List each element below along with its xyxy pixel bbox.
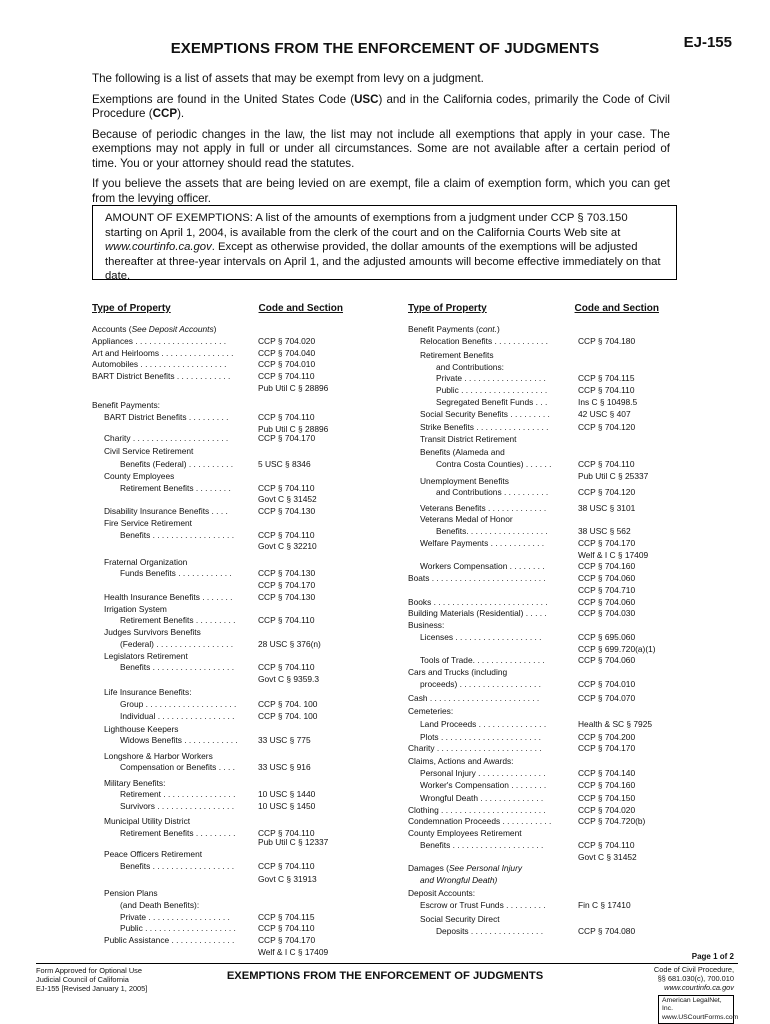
code-section: CCP § 704.020 (578, 804, 636, 815)
property-type: Condemnation Proceeds . . . . . . . . . . . (408, 816, 552, 827)
property-row (92, 359, 347, 371)
property-row (92, 627, 347, 639)
code-section: CCP § 704.115 (578, 373, 635, 384)
property-type: Benefits . . . . . . . . . . . . . . . . . . (120, 662, 235, 673)
property-row (408, 632, 670, 644)
property-row (408, 926, 670, 938)
property-type: County Employees (104, 470, 175, 481)
property-type: proceeds) . . . . . . . . . . . . . . . . . . (420, 678, 542, 689)
property-type: Widows Benefits . . . . . . . . . . . . (120, 735, 238, 746)
intro-p3: Because of periodic changes in the law, the list may not include all exemptions that apply in your case. The exemptions may not apply in full or under all circumstances. Some are not available after a certain period of time. You or your attorney should read the statutes. (92, 127, 670, 170)
property-type: Automobiles . . . . . . . . . . . . . . . . . . . (92, 359, 227, 370)
property-row (408, 476, 670, 488)
property-type: Social Security Direct (420, 913, 500, 924)
code-section: Pub Util C § 28896 (258, 423, 329, 434)
property-row (408, 743, 670, 755)
code-section: Ins C § 10498.5 (578, 396, 638, 407)
property-type: Fire Service Retirement (104, 517, 192, 528)
type-of-property-header: Type of Property (408, 303, 487, 314)
property-type: Benefits . . . . . . . . . . . . . . . . . . . . (420, 839, 544, 850)
property-row (408, 914, 670, 926)
property-row (92, 947, 347, 959)
property-type: Licenses . . . . . . . . . . . . . . . . . . . (420, 631, 542, 642)
property-row (408, 362, 670, 374)
property-row (408, 667, 670, 679)
property-type: Lighthouse Keepers (104, 723, 179, 734)
property-type: Claims, Actions and Awards: (408, 756, 514, 767)
property-type: Books . . . . . . . . . . . . . . . . . . . . . . . . . (408, 596, 548, 607)
footer-approval: Form Approved for Optional Use (36, 966, 142, 975)
property-type: Retirement . . . . . . . . . . . . . . . . (120, 789, 236, 800)
property-row (408, 422, 670, 434)
property-row (92, 912, 347, 924)
intro-p2a: Exemptions are found in the United States Code ( (92, 92, 355, 106)
property-row (408, 816, 670, 828)
property-type: Wrongful Death . . . . . . . . . . . . . . (420, 792, 544, 803)
property-row (92, 530, 347, 542)
property-type: Group . . . . . . . . . . . . . . . . . . . . (120, 698, 237, 709)
code-section: CCP § 704.140 (578, 768, 636, 779)
amount-text-a: AMOUNT OF EXEMPTIONS: A list of the amounts of exemptions from a judgment under CCP § 703.150 starting on April 1, 2004, is available from the clerk of the court and on the California Courts Web site at (105, 212, 628, 239)
property-type: Public . . . . . . . . . . . . . . . . . . . (436, 385, 548, 396)
property-row (408, 585, 670, 597)
property-type: Funds Benefits . . . . . . . . . . . . (120, 568, 232, 579)
code-section: Welf & I C § 17409 (578, 549, 649, 560)
property-type: Worker's Compensation . . . . . . . . (420, 779, 547, 790)
property-row (92, 900, 347, 912)
amount-text-b: . Except as otherwise provided, the dollar amounts of the exemptions will be adjusted thereafter at three-year intervals on April 1, and the adjusted amounts will become effective immediately on that date. (105, 241, 661, 283)
intro-p2e: ). (177, 107, 185, 120)
code-section: Govt C § 31913 (258, 873, 317, 884)
property-row (408, 693, 670, 705)
property-type: and Contributions: (436, 361, 504, 372)
page-title: EXEMPTIONS FROM THE ENFORCEMENT OF JUDGMENTS (170, 40, 600, 57)
usc-abbr: USC (354, 92, 379, 106)
property-row (408, 679, 670, 691)
property-row (408, 780, 670, 792)
property-type: Irrigation System (104, 603, 167, 614)
code-section: CCP § 704.170 (258, 433, 316, 444)
code-section: CCP § 704.110 (258, 828, 315, 839)
property-row (92, 762, 347, 774)
property-type: Compensation or Benefits . . . . (120, 762, 235, 773)
property-type: Veterans Medal of Honor (420, 514, 513, 525)
property-type: Legislators Retirement (104, 650, 188, 661)
property-row (92, 541, 347, 553)
property-type: Military Benefits: (104, 777, 166, 788)
footer-title: EXEMPTIONS FROM THE ENFORCEMENT OF JUDGMENTS (226, 970, 544, 982)
right-header (408, 302, 670, 315)
property-row (92, 662, 347, 674)
code-section: CCP § 704.110 (578, 385, 635, 396)
code-section: CCP § 704.110 (258, 860, 315, 871)
property-row (92, 711, 347, 723)
property-row (92, 687, 347, 699)
property-row (408, 719, 670, 731)
property-row (92, 568, 347, 580)
code-section: CCP § 704.200 (578, 731, 636, 742)
property-row (408, 828, 670, 840)
page-number: Page 1 of 2 (691, 952, 734, 961)
right-rows (408, 324, 670, 964)
property-row (408, 526, 670, 538)
footer-sections: §§ 681.030(c), 700.010 (657, 974, 734, 984)
footer-revision: EJ-155 [Revised January 1, 2005] (36, 984, 148, 994)
property-type: and Wrongful Death) (420, 875, 498, 886)
property-row (92, 471, 347, 483)
form-id: EJ-155 (683, 34, 732, 51)
property-type: Benefits (Federal) . . . . . . . . . . (120, 459, 234, 470)
property-type: Benefits . . . . . . . . . . . . . . . . . . (120, 860, 235, 871)
property-type: Retirement Benefits . . . . . . . . (120, 482, 231, 493)
code-section: 28 USC § 376(n) (258, 638, 321, 649)
property-type: Longshore & Harbor Workers (104, 750, 213, 761)
property-type: Deposits . . . . . . . . . . . . . . . . (436, 925, 544, 936)
property-row (408, 793, 670, 805)
property-row (408, 608, 670, 620)
code-section: Health & SC § 7925 (578, 718, 653, 729)
property-row (92, 861, 347, 873)
legalnet-name: American LegalNet, Inc. (662, 997, 722, 1013)
property-row (92, 874, 347, 886)
property-type: Charity . . . . . . . . . . . . . . . . . . . . . . . (408, 743, 542, 754)
code-section: CCP § 704.060 (578, 573, 636, 584)
code-section: Pub Util C § 12337 (258, 837, 329, 848)
property-row (92, 837, 347, 849)
intro-p4: If you believe the assets that are being levied on are exempt, file a claim of exemption form, which you can get from the levying officer. (92, 177, 670, 205)
property-row (92, 336, 347, 348)
property-row (92, 557, 347, 569)
property-row (408, 852, 670, 864)
code-section: CCP § 704. 100 (258, 710, 318, 721)
property-row (408, 840, 670, 852)
legalnet-url[interactable]: www.USCourtForms.com (662, 1013, 739, 1021)
property-row (408, 620, 670, 632)
code-section: 38 USC § 562 (578, 526, 631, 537)
property-type: Retirement Benefits . . . . . . . . . (120, 828, 236, 839)
property-type: Peace Officers Retirement (104, 849, 203, 860)
footer-divider (36, 963, 738, 964)
property-type: Benefits (Alameda and (420, 447, 505, 458)
property-row (92, 751, 347, 763)
code-section: CCP § 704.080 (578, 925, 636, 936)
right-column (408, 302, 670, 964)
property-type: Pension Plans (104, 888, 158, 898)
property-row (408, 888, 670, 900)
code-section: 33 USC § 775 (258, 735, 311, 746)
property-type: Workers Compensation . . . . . . . . (420, 561, 545, 572)
property-row (408, 434, 670, 446)
property-type: Accounts (See Deposit Accounts) (92, 324, 217, 334)
code-section: CCP § 704.170 (258, 580, 316, 591)
property-row (92, 789, 347, 801)
property-row (92, 383, 347, 395)
legalnet-badge (658, 995, 739, 1024)
property-type: Strike Benefits . . . . . . . . . . . . . . . . (420, 421, 549, 432)
property-row (92, 724, 347, 736)
code-section: CCP § 704.150 (578, 792, 636, 803)
code-section: Welf & I C § 17409 (258, 946, 329, 957)
property-row (92, 494, 347, 506)
property-row (92, 923, 347, 935)
property-type: Life Insurance Benefits: (104, 687, 192, 698)
property-row (408, 336, 670, 348)
property-row (408, 447, 670, 459)
property-type: Veterans Benefits . . . . . . . . . . . . . (420, 502, 547, 513)
code-section: CCP § 704.180 (578, 335, 636, 346)
property-row (408, 875, 670, 887)
code-section: CCP § 704.170 (578, 537, 636, 548)
code-section: CCP § 704.110 (578, 459, 635, 470)
property-type: Deposit Accounts: (408, 888, 476, 898)
property-row (408, 706, 670, 718)
property-row (92, 324, 347, 336)
left-column (92, 302, 347, 964)
code-section: CCP § 704.020 (258, 335, 316, 346)
property-row (92, 816, 347, 828)
property-row (92, 400, 347, 412)
code-section: CCP § 704.130 (258, 506, 316, 517)
property-row (92, 699, 347, 711)
property-type: Cemeteries: (408, 705, 454, 716)
property-row (408, 514, 670, 526)
property-row (408, 350, 670, 362)
property-row (408, 459, 670, 471)
property-type: Art and Heirlooms . . . . . . . . . . . . . . . . (92, 347, 234, 358)
code-section: Pub Util C § 28896 (258, 382, 329, 393)
intro-p1: The following is a list of assets that may be exempt from levy on a judgment. (92, 72, 484, 85)
code-section: CCP § 704.170 (578, 743, 636, 754)
property-row (92, 849, 347, 861)
property-type: Benefits. . . . . . . . . . . . . . . . . . (436, 526, 548, 537)
intro-p2 (92, 93, 670, 122)
property-row (408, 385, 670, 397)
code-section: Govt C § 9359.3 (258, 674, 319, 685)
property-type: Cash . . . . . . . . . . . . . . . . . . . . . . . . (408, 692, 540, 703)
code-section: CCP § 704.115 (258, 911, 315, 922)
ccp-abbr: CCP (152, 107, 178, 120)
property-type: Clothing . . . . . . . . . . . . . . . . . . . . . . . (408, 804, 546, 815)
footer-council: Judicial Council of California (36, 975, 129, 985)
property-row (408, 561, 670, 573)
property-row (408, 756, 670, 768)
code-section: CCP § 704.120 (578, 487, 636, 498)
property-row (92, 506, 347, 518)
property-row (92, 483, 347, 495)
code-section: CCP § 704.710 (578, 584, 636, 595)
property-type: (and Death Benefits): (120, 899, 200, 910)
property-row (92, 459, 347, 471)
property-row (408, 768, 670, 780)
code-section: 38 USC § 3101 (578, 502, 636, 513)
property-type: Cars and Trucks (including (408, 667, 508, 678)
property-type: Unemployment Benefits (420, 475, 509, 486)
property-row (92, 412, 347, 424)
property-row (92, 446, 347, 458)
code-section: Fin C § 17410 (578, 899, 631, 910)
property-row (92, 778, 347, 790)
property-type: (Federal) . . . . . . . . . . . . . . . . . (120, 638, 234, 649)
code-section: Pub Util C § 25337 (578, 470, 649, 481)
code-section: 42 USC § 407 (578, 408, 631, 419)
code-section: CCP § 704.110 (578, 839, 635, 850)
property-type: County Employees Retirement (408, 828, 522, 839)
property-row (92, 348, 347, 360)
property-type: Judges Survivors Benefits (104, 627, 201, 638)
property-type: Benefit Payments: (92, 400, 160, 411)
property-type: Disability Insurance Benefits . . . . (104, 506, 228, 517)
property-type: Tools of Trade. . . . . . . . . . . . . . . . (420, 655, 545, 666)
code-section: CCP § 695.060 (578, 631, 636, 642)
property-type: Escrow or Trust Funds . . . . . . . . . (420, 899, 546, 910)
code-section: CCP § 704.160 (578, 561, 636, 572)
intro-text (92, 72, 670, 212)
property-row (92, 371, 347, 383)
property-type: BART District Benefits . . . . . . . . . . . . (92, 371, 231, 381)
code-section: CCP § 699.720(a)(1) (578, 643, 656, 654)
property-row (408, 503, 670, 515)
property-row (408, 732, 670, 744)
property-type: Private . . . . . . . . . . . . . . . . . . (120, 911, 230, 922)
property-type: Personal Injury . . . . . . . . . . . . . . . (420, 768, 546, 779)
property-row (408, 397, 670, 409)
property-type: Damages (See Personal Injury (408, 863, 523, 874)
code-section: CCP § 704.160 (578, 779, 636, 790)
property-type: Social Security Benefits . . . . . . . . . (420, 408, 550, 419)
type-of-property-header: Type of Property (92, 303, 171, 314)
property-row (408, 373, 670, 385)
property-row (408, 538, 670, 550)
code-and-section-header: Code and Section (258, 303, 343, 314)
code-section: CCP § 704.110 (258, 923, 315, 934)
code-section: CCP § 704.060 (578, 655, 636, 666)
property-type: Private . . . . . . . . . . . . . . . . . . (436, 373, 546, 384)
code-section: Govt C § 31452 (258, 494, 317, 505)
property-type: Charity . . . . . . . . . . . . . . . . . . . . . (104, 433, 229, 444)
property-row (92, 604, 347, 616)
property-type: Municipal Utility District (104, 816, 191, 827)
property-row (408, 573, 670, 585)
code-section: CCP § 704.070 (578, 692, 636, 703)
property-type: Individual . . . . . . . . . . . . . . . . . (120, 710, 235, 721)
property-row (92, 801, 347, 813)
property-type: Business: (408, 620, 445, 631)
property-row (92, 580, 347, 592)
property-row (408, 900, 670, 912)
left-rows (92, 324, 347, 964)
property-row (408, 644, 670, 656)
footer-code: Code of Civil Procedure, (653, 965, 734, 974)
code-section: CCP § 704.010 (578, 678, 636, 689)
property-type: Contra Costa Counties) . . . . . . (436, 459, 552, 470)
property-type: Civil Service Retirement (104, 446, 194, 457)
code-section: CCP § 704.060 (578, 596, 636, 607)
property-type: Public . . . . . . . . . . . . . . . . . . . . (120, 923, 236, 934)
footer-right (654, 965, 734, 993)
code-section: 10 USC § 1440 (258, 789, 316, 800)
property-row (408, 805, 670, 817)
property-row (408, 409, 670, 421)
code-section: Govt C § 31452 (578, 851, 637, 862)
property-type: Building Materials (Residential) . . . . . (408, 608, 547, 619)
property-type: Transit District Retirement (420, 434, 517, 445)
code-section: CCP § 704.130 (258, 568, 316, 579)
code-section: CCP § 704.010 (258, 359, 316, 370)
property-type: Retirement Benefits (420, 349, 494, 360)
property-row (92, 674, 347, 686)
property-row (92, 518, 347, 530)
code-section: 33 USC § 916 (258, 762, 311, 773)
code-section: CCP § 704.110 (258, 662, 315, 673)
property-row (408, 597, 670, 609)
property-row (92, 888, 347, 900)
code-section: CCP § 704.130 (258, 591, 316, 602)
property-row (92, 735, 347, 747)
code-section: CCP § 704.040 (258, 347, 316, 358)
property-type: Land Proceeds . . . . . . . . . . . . . . . (420, 718, 547, 729)
property-row (408, 324, 670, 336)
property-row (408, 863, 670, 875)
property-row (92, 433, 347, 445)
code-section: CCP § 704.110 (258, 412, 315, 423)
code-section: CCP § 704.110 (258, 529, 315, 540)
code-section: CCP § 704.170 (258, 935, 316, 945)
property-row (408, 550, 670, 562)
property-type: Health Insurance Benefits . . . . . . . (104, 591, 233, 602)
property-type: Plots . . . . . . . . . . . . . . . . . . . . . . (420, 731, 541, 742)
property-type: Welfare Payments . . . . . . . . . . . . (420, 537, 545, 548)
property-type: Retirement Benefits . . . . . . . . . (120, 615, 236, 626)
property-row (408, 487, 670, 499)
property-type: Appliances . . . . . . . . . . . . . . . . . . . . (92, 335, 227, 346)
amount-of-exemptions-box (92, 205, 677, 283)
code-section: CCP § 704.110 (258, 482, 315, 493)
property-type: Segregated Benefit Funds . . . (436, 396, 548, 407)
property-row (408, 655, 670, 667)
intro-p2c: ) and in the California codes, primarily the Code of Civil Procedure ( (92, 92, 670, 120)
code-section: CCP § 704.720(b) (578, 816, 646, 827)
property-type: Fraternal Organization (104, 556, 188, 567)
property-type: Public Assistance . . . . . . . . . . . . . . (104, 935, 235, 945)
code-section: Govt C § 32210 (258, 541, 317, 552)
left-header (92, 302, 347, 315)
code-section: 10 USC § 1450 (258, 801, 316, 812)
code-section: CCP § 704.110 (258, 615, 315, 626)
code-section: CCP § 704.120 (578, 421, 636, 432)
code-section: 5 USC § 8346 (258, 459, 311, 470)
courtinfo-link[interactable]: www.courtinfo.ca.gov (105, 241, 212, 254)
property-row (92, 651, 347, 663)
code-section: CCP § 704.110 (258, 371, 315, 381)
code-section: CCP § 704.030 (578, 608, 636, 619)
property-row (92, 935, 347, 947)
property-type: Boats . . . . . . . . . . . . . . . . . . . . . . . . . (408, 573, 546, 584)
property-row (92, 615, 347, 627)
property-type: BART District Benefits . . . . . . . . . (104, 412, 229, 423)
footer-website[interactable]: www.courtinfo.ca.gov (664, 983, 734, 993)
code-section: CCP § 704. 100 (258, 698, 318, 709)
code-and-section-header: Code and Section (574, 303, 659, 314)
property-type: Benefit Payments (cont.) (408, 324, 500, 334)
property-type: Survivors . . . . . . . . . . . . . . . . . (120, 801, 235, 812)
property-row (92, 592, 347, 604)
property-type: Relocation Benefits . . . . . . . . . . . . (420, 335, 549, 346)
property-row (92, 639, 347, 651)
property-type: and Contributions . . . . . . . . . . (436, 487, 549, 498)
property-type: Benefits . . . . . . . . . . . . . . . . . . (120, 529, 235, 540)
